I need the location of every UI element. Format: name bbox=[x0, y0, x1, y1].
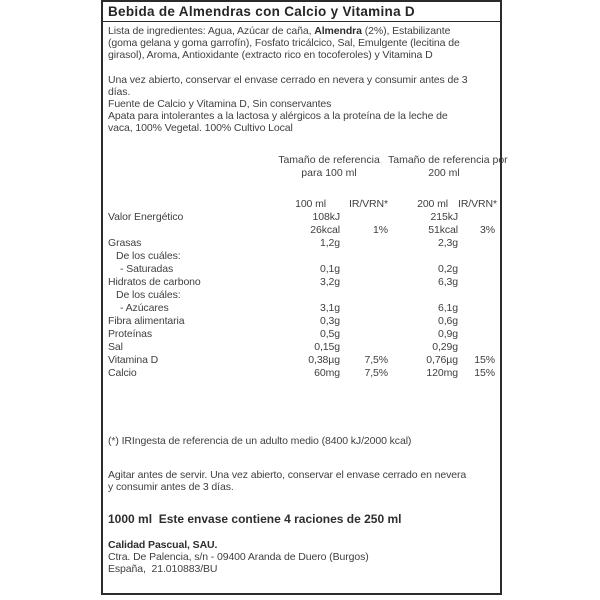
irvrn-200ml: 3% bbox=[480, 224, 495, 236]
irvrn-200ml: 15% bbox=[474, 354, 495, 366]
value-200ml: 120mg bbox=[426, 367, 458, 379]
product-title: Bebida de Almendras con Calcio y Vitamina D bbox=[108, 4, 415, 19]
row-label: De los cuáles: bbox=[116, 289, 181, 301]
irvrn-100ml: 7,5% bbox=[364, 367, 388, 379]
irvrn-100ml bbox=[340, 237, 388, 250]
value-100ml bbox=[270, 289, 340, 302]
irvrn-100ml: 7,5% bbox=[364, 354, 388, 366]
table-row bbox=[103, 354, 500, 367]
value-100ml: 60mg bbox=[314, 367, 340, 379]
value-200ml: 0,2g bbox=[437, 263, 458, 275]
serving-header-200ml-line2: 200 ml bbox=[428, 167, 460, 179]
irvrn-200ml bbox=[458, 315, 500, 328]
manufacturer-name: Calidad Pascual, SAU. bbox=[108, 539, 218, 551]
value-100ml: 3,1g bbox=[319, 302, 340, 314]
irvrn-100ml bbox=[340, 302, 388, 315]
shake-note: Agitar antes de servir. Una vez abierto, conservar el envase cerrado en nevera y consumir antes de 3 días. bbox=[108, 469, 467, 493]
value-200ml: 6,1g bbox=[437, 302, 458, 314]
irvrn-100ml bbox=[340, 250, 388, 263]
column-header-100ml: 100 ml bbox=[295, 198, 326, 210]
storage-note: Una vez abierto, conservar el envase cerrado en nevera y consumir antes de 3 días. bbox=[108, 74, 468, 98]
row-label: Sal bbox=[108, 341, 123, 353]
irvrn-200ml bbox=[458, 302, 500, 315]
row-label: Vitamina D bbox=[108, 354, 159, 366]
value-200ml: 6,3g bbox=[437, 276, 458, 288]
irvrn-200ml bbox=[458, 211, 500, 224]
source-note: Fuente de Calcio y Vitamina D, Sin conservantes bbox=[108, 98, 332, 110]
value-200ml: 0,76µg bbox=[426, 354, 458, 366]
irvrn-100ml bbox=[340, 263, 388, 276]
serving-header-row bbox=[103, 154, 508, 180]
serving-header-200ml bbox=[388, 154, 508, 180]
irvrn-100ml bbox=[340, 211, 388, 224]
nutrition-table bbox=[103, 154, 508, 380]
value-200ml: 51kcal bbox=[428, 224, 458, 236]
value-200ml: 0,9g bbox=[437, 328, 458, 340]
table-row bbox=[103, 263, 500, 276]
row-label: - Saturadas bbox=[120, 263, 174, 275]
suitability-note: Apata para intolerantes a la lactosa y alérgicos a la proteína de la leche de vaca, 100% Vegetal. 100% Cultivo Local bbox=[108, 110, 448, 134]
column-header-200ml: 200 ml bbox=[417, 198, 448, 210]
serving-header-100ml-line1: Tamaño de referencia bbox=[278, 154, 380, 166]
column-header-label-spacer bbox=[103, 198, 270, 211]
value-100ml: 0,15g bbox=[314, 341, 340, 353]
table-row bbox=[103, 224, 500, 237]
ingredients-text bbox=[103, 25, 500, 61]
row-label: Calcio bbox=[108, 367, 137, 379]
table-row bbox=[103, 315, 500, 328]
value-200ml bbox=[388, 250, 458, 263]
table-row bbox=[103, 289, 500, 302]
nutrition-rows bbox=[103, 211, 500, 380]
row-label: Grasas bbox=[108, 237, 142, 249]
value-100ml: 1,2g bbox=[319, 237, 340, 249]
irvrn-100ml: 1% bbox=[373, 224, 388, 236]
row-label: Fibra alimentaria bbox=[108, 315, 185, 327]
value-100ml: 0,3g bbox=[319, 315, 340, 327]
value-100ml: 26kcal bbox=[310, 224, 340, 236]
table-row bbox=[103, 237, 500, 250]
value-100ml: 3,2g bbox=[319, 276, 340, 288]
irvrn-100ml bbox=[340, 328, 388, 341]
value-200ml: 215kJ bbox=[430, 211, 458, 223]
column-header-row bbox=[103, 198, 500, 211]
table-row bbox=[103, 341, 500, 354]
manufacturer-country-registry: España, 21.010883/BU bbox=[108, 563, 218, 575]
manufacturer-block bbox=[103, 539, 500, 575]
table-row bbox=[103, 250, 500, 263]
irvrn-200ml bbox=[458, 276, 500, 289]
value-200ml: 2,3g bbox=[437, 237, 458, 249]
serving-header-100ml bbox=[270, 154, 388, 180]
value-200ml: 0,6g bbox=[437, 315, 458, 327]
row-label: - Azúcares bbox=[120, 302, 169, 314]
irvrn-100ml bbox=[340, 289, 388, 302]
value-100ml: 0,38µg bbox=[308, 354, 340, 366]
column-header-irvrn-100ml: IR/VRN* bbox=[349, 198, 388, 210]
value-100ml: 108kJ bbox=[312, 211, 340, 223]
ingredients-highlight: Almendra bbox=[314, 25, 362, 37]
value-200ml: 0,29g bbox=[432, 341, 458, 353]
serving-header-100ml-line2: para 100 ml bbox=[301, 167, 357, 179]
value-100ml bbox=[270, 250, 340, 263]
irvrn-200ml bbox=[458, 289, 500, 302]
serving-header-spacer bbox=[103, 154, 270, 180]
irvrn-200ml bbox=[458, 341, 500, 354]
irvrn-200ml: 15% bbox=[474, 367, 495, 379]
row-label: Hidratos de carbono bbox=[108, 276, 201, 288]
value-100ml: 0,1g bbox=[319, 263, 340, 275]
table-row bbox=[103, 328, 500, 341]
manufacturer-address: Ctra. De Palencia, s/n - 09400 Aranda de Duero (Burgos) bbox=[108, 551, 369, 563]
table-row bbox=[103, 211, 500, 224]
irvrn-100ml bbox=[340, 276, 388, 289]
value-100ml: 0,5g bbox=[319, 328, 340, 340]
volume-servings-line: 1000 ml Este envase contiene 4 raciones de 250 ml bbox=[108, 512, 402, 526]
ingredients-prefix: Lista de ingredientes: Agua, Azúcar de caña, bbox=[108, 25, 315, 37]
serving-header-200ml-line1: Tamaño de referencia por bbox=[388, 154, 508, 166]
table-row bbox=[103, 302, 500, 315]
title-divider bbox=[103, 21, 500, 22]
row-label: Valor Energético bbox=[108, 211, 184, 223]
ingredients-suffix: (2%), Estabilizante (goma gelana y goma garrofín), Fosfato tricálcico, Sal, Emulgente (lecitina de girasol), Aroma, Antioxidante (extracto rico en tocoferoles) y Vitamina D bbox=[108, 25, 460, 61]
column-header-irvrn-200ml: IR/VRN* bbox=[458, 198, 497, 210]
irvrn-100ml bbox=[340, 341, 388, 354]
irvrn-200ml bbox=[458, 263, 500, 276]
table-row bbox=[103, 367, 500, 380]
row-label: Proteínas bbox=[108, 328, 153, 340]
irvrn-100ml bbox=[340, 315, 388, 328]
irvrn-200ml bbox=[458, 328, 500, 341]
irvrn-200ml bbox=[458, 237, 500, 250]
row-label: De los cuáles: bbox=[116, 250, 181, 262]
table-row bbox=[103, 276, 500, 289]
value-200ml bbox=[388, 289, 458, 302]
row-label bbox=[103, 224, 270, 237]
product-label bbox=[101, 0, 508, 595]
reference-intake-footnote: (*) IRIngesta de referencia de un adulto medio (8400 kJ/2000 kcal) bbox=[108, 435, 412, 447]
irvrn-200ml bbox=[458, 250, 500, 263]
